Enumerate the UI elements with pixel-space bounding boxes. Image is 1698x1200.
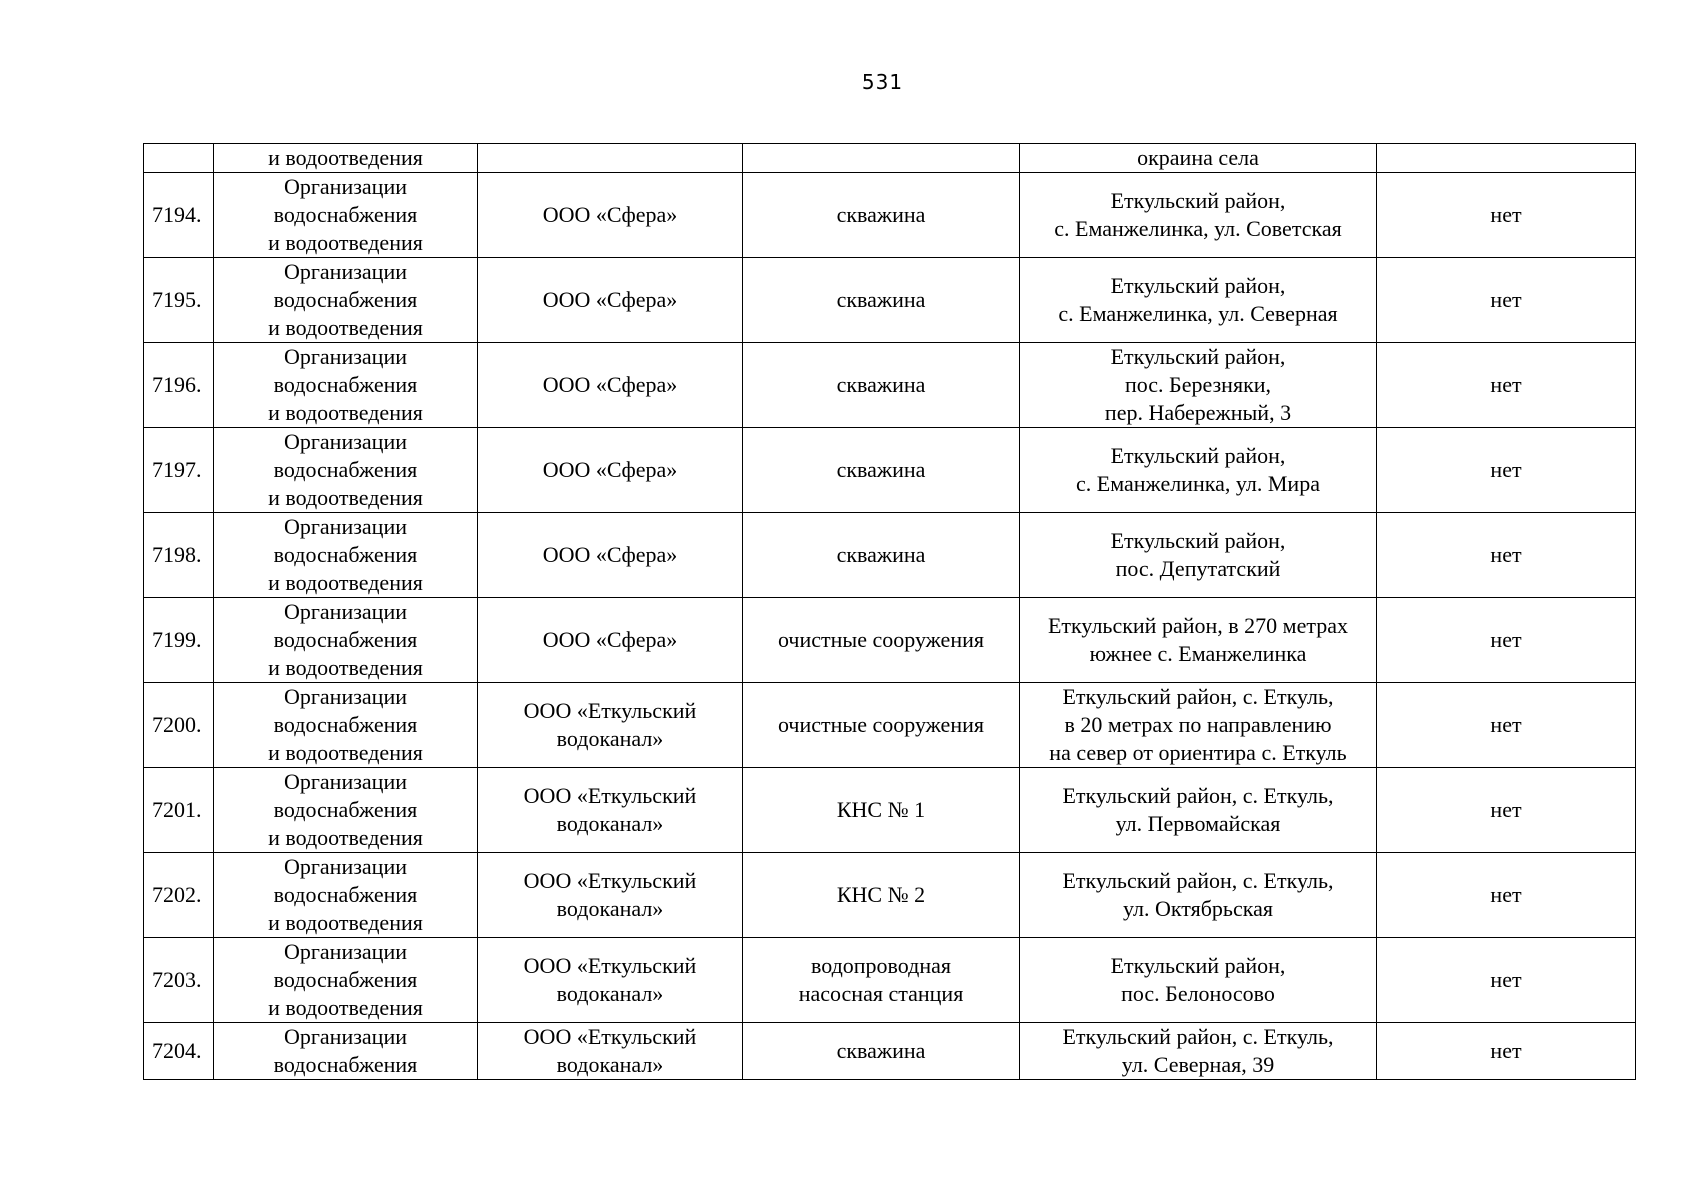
table-row: [144, 768, 1636, 853]
cell-text-line: Еткульский район, в 270 метрах: [1047, 613, 1348, 638]
organization-cell: [478, 513, 743, 598]
cell-text-line: южнее с. Еманжелинка: [1089, 641, 1307, 666]
cell-text-line: скважина: [836, 542, 926, 567]
cell-text-line: нет: [1490, 627, 1522, 652]
cell-text-line: ООО «Еткульский: [523, 698, 697, 723]
cell-text-line: Организации: [284, 259, 407, 284]
cell-text-line: нет: [1490, 457, 1522, 482]
cell-text-line: ул. Октябрьская: [1123, 896, 1273, 921]
cell-text-line: ООО «Еткульский: [523, 868, 697, 893]
organization-cell: [478, 938, 743, 1023]
object-cell: [743, 513, 1020, 598]
note-cell: [1377, 683, 1636, 768]
object-cell: [743, 144, 1020, 173]
row-number-cell: [144, 144, 214, 173]
cell-text-line: и водоотведения: [268, 400, 423, 425]
cell-text-line: в 20 метрах по направлению: [1064, 712, 1332, 737]
object-cell: [743, 853, 1020, 938]
cell-text-line: ул. Первомайская: [1115, 811, 1281, 836]
table-row: [144, 258, 1636, 343]
cell-text-line: водоснабжения: [273, 967, 418, 992]
cell-text-line: скважина: [836, 457, 926, 482]
organization-cell: [478, 428, 743, 513]
cell-text-line: Организации: [284, 854, 407, 879]
cell-text-line: и водоотведения: [268, 145, 423, 170]
note-cell: [1377, 1023, 1636, 1080]
note-cell: [1377, 853, 1636, 938]
address-cell: [1020, 343, 1377, 428]
note-cell: [1377, 513, 1636, 598]
address-cell: [1020, 173, 1377, 258]
note-cell: [1377, 173, 1636, 258]
cell-text-line: с. Еманжелинка, ул. Мира: [1076, 471, 1320, 496]
cell-text-line: водоснабжения: [273, 627, 418, 652]
note-cell: [1377, 258, 1636, 343]
note-cell: [1377, 144, 1636, 173]
table-row: [144, 598, 1636, 683]
address-cell: [1020, 1023, 1377, 1080]
cell-text-line: пос. Березняки,: [1124, 372, 1272, 397]
row-number-cell: 7198.: [144, 513, 214, 598]
org-type-cell: [214, 598, 478, 683]
cell-text-line: Еткульский район,: [1110, 953, 1286, 978]
cell-text-line: и водоотведения: [268, 910, 423, 935]
cell-text-line: ООО «Сфера»: [542, 457, 678, 482]
object-cell: [743, 343, 1020, 428]
cell-text-line: и водоотведения: [268, 825, 423, 850]
cell-text-line: ООО «Сфера»: [542, 372, 678, 397]
cell-text-line: Организации: [284, 1024, 407, 1049]
cell-text-line: Еткульский район,: [1110, 188, 1286, 213]
row-number-cell: 7199.: [144, 598, 214, 683]
cell-text-line: очистные сооружения: [778, 627, 984, 652]
cell-text-line: и водоотведения: [268, 315, 423, 340]
row-number-cell: 7204.: [144, 1023, 214, 1080]
cell-text-line: Еткульский район, с. Еткуль,: [1062, 1024, 1334, 1049]
cell-text-line: водоснабжения: [273, 457, 418, 482]
cell-text-line: скважина: [836, 202, 926, 227]
address-cell: [1020, 853, 1377, 938]
cell-text-line: ООО «Сфера»: [542, 287, 678, 312]
cell-text-line: очистные сооружения: [778, 712, 984, 737]
cell-text-line: водоснабжения: [273, 1052, 418, 1077]
cell-text-line: ООО «Сфера»: [542, 202, 678, 227]
object-cell: [743, 428, 1020, 513]
cell-text-line: водоснабжения: [273, 287, 418, 312]
address-cell: [1020, 768, 1377, 853]
org-type-cell: [214, 343, 478, 428]
organization-cell: [478, 683, 743, 768]
cell-text-line: нет: [1490, 1038, 1522, 1063]
page-number: 531: [861, 70, 904, 94]
address-cell: [1020, 598, 1377, 683]
cell-text-line: и водоотведения: [268, 485, 423, 510]
registry-table-body: [144, 144, 1636, 1080]
row-number-cell: 7196.: [144, 343, 214, 428]
cell-text-line: Еткульский район, с. Еткуль,: [1062, 783, 1334, 808]
organization-cell: [478, 258, 743, 343]
address-cell: [1020, 683, 1377, 768]
address-cell: [1020, 938, 1377, 1023]
address-cell: [1020, 513, 1377, 598]
organization-cell: [478, 144, 743, 173]
address-cell: [1020, 428, 1377, 513]
cell-text-line: скважина: [836, 1038, 926, 1063]
org-type-cell: [214, 683, 478, 768]
row-number-cell: 7200.: [144, 683, 214, 768]
cell-text-line: водоснабжения: [273, 372, 418, 397]
table-row: [144, 144, 1636, 173]
cell-text-line: с. Еманжелинка, ул. Советская: [1054, 216, 1342, 241]
cell-text-line: Еткульский район,: [1110, 528, 1286, 553]
note-cell: [1377, 343, 1636, 428]
cell-text-line: пос. Белоносово: [1121, 981, 1275, 1006]
org-type-cell: [214, 768, 478, 853]
cell-text-line: и водоотведения: [268, 570, 423, 595]
cell-text-line: Организации: [284, 429, 407, 454]
cell-text-line: с. Еманжелинка, ул. Северная: [1058, 301, 1338, 326]
org-type-cell: [214, 428, 478, 513]
object-cell: [743, 938, 1020, 1023]
cell-text-line: КНС № 2: [836, 882, 926, 907]
cell-text-line: нет: [1490, 202, 1522, 227]
cell-text-line: ул. Северная, 39: [1121, 1052, 1275, 1077]
table-row: [144, 428, 1636, 513]
table-row: [144, 513, 1636, 598]
cell-text-line: окраина села: [1137, 145, 1259, 170]
table-row: [144, 1023, 1636, 1080]
cell-text-line: и водоотведения: [268, 740, 423, 765]
object-cell: [743, 258, 1020, 343]
row-number-cell: 7203.: [144, 938, 214, 1023]
cell-text-line: Организации: [284, 599, 407, 624]
cell-text-line: ООО «Сфера»: [542, 627, 678, 652]
organization-cell: [478, 598, 743, 683]
cell-text-line: ООО «Еткульский: [523, 953, 697, 978]
org-type-cell: [214, 853, 478, 938]
cell-text-line: насосная станция: [798, 981, 964, 1006]
cell-text-line: нет: [1490, 712, 1522, 737]
cell-text-line: водоканал»: [556, 981, 664, 1006]
cell-text-line: нет: [1490, 287, 1522, 312]
address-cell: [1020, 258, 1377, 343]
organization-cell: [478, 768, 743, 853]
table-row: [144, 173, 1636, 258]
object-cell: [743, 768, 1020, 853]
cell-text-line: Еткульский район, с. Еткуль,: [1062, 868, 1334, 893]
object-cell: [743, 598, 1020, 683]
cell-text-line: ООО «Еткульский: [523, 1024, 697, 1049]
note-cell: [1377, 768, 1636, 853]
object-cell: [743, 173, 1020, 258]
table-row: [144, 938, 1636, 1023]
cell-text-line: Организации: [284, 939, 407, 964]
cell-text-line: Организации: [284, 344, 407, 369]
row-number-cell: 7197.: [144, 428, 214, 513]
cell-text-line: Организации: [284, 769, 407, 794]
organization-cell: [478, 343, 743, 428]
note-cell: [1377, 598, 1636, 683]
cell-text-line: и водоотведения: [268, 655, 423, 680]
table-row: [144, 683, 1636, 768]
cell-text-line: Организации: [284, 174, 407, 199]
table-row: [144, 853, 1636, 938]
note-cell: [1377, 428, 1636, 513]
cell-text-line: нет: [1490, 542, 1522, 567]
cell-text-line: нет: [1490, 967, 1522, 992]
row-number-cell: 7195.: [144, 258, 214, 343]
cell-text-line: Еткульский район,: [1110, 443, 1286, 468]
cell-text-line: Еткульский район,: [1110, 344, 1286, 369]
cell-text-line: водоснабжения: [273, 797, 418, 822]
row-number-cell: 7201.: [144, 768, 214, 853]
object-cell: [743, 1023, 1020, 1080]
cell-text-line: Организации: [284, 684, 407, 709]
cell-text-line: нет: [1490, 882, 1522, 907]
row-number-cell: 7194.: [144, 173, 214, 258]
organization-cell: [478, 853, 743, 938]
cell-text-line: КНС № 1: [836, 797, 926, 822]
cell-text-line: ООО «Сфера»: [542, 542, 678, 567]
org-type-cell: [214, 173, 478, 258]
cell-text-line: и водоотведения: [268, 230, 423, 255]
cell-text-line: водоснабжения: [273, 542, 418, 567]
cell-text-line: нет: [1490, 372, 1522, 397]
cell-text-line: ООО «Еткульский: [523, 783, 697, 808]
cell-text-line: на север от ориентира с. Еткуль: [1049, 740, 1347, 765]
cell-text-line: Еткульский район,: [1110, 273, 1286, 298]
cell-text-line: и водоотведения: [268, 995, 423, 1020]
organization-cell: [478, 173, 743, 258]
registry-table: [143, 143, 1636, 1080]
cell-text-line: водоканал»: [556, 896, 664, 921]
address-cell: [1020, 144, 1377, 173]
cell-text-line: водоканал»: [556, 1052, 664, 1077]
cell-text-line: пос. Депутатский: [1115, 556, 1281, 581]
table-row: [144, 343, 1636, 428]
cell-text-line: водоканал»: [556, 726, 664, 751]
object-cell: [743, 683, 1020, 768]
cell-text-line: нет: [1490, 797, 1522, 822]
organization-cell: [478, 1023, 743, 1080]
cell-text-line: скважина: [836, 287, 926, 312]
org-type-cell: [214, 144, 478, 173]
org-type-cell: [214, 1023, 478, 1080]
cell-text-line: водоснабжения: [273, 712, 418, 737]
cell-text-line: водоканал»: [556, 811, 664, 836]
cell-text-line: водоснабжения: [273, 882, 418, 907]
org-type-cell: [214, 513, 478, 598]
row-number-cell: 7202.: [144, 853, 214, 938]
org-type-cell: [214, 938, 478, 1023]
note-cell: [1377, 938, 1636, 1023]
cell-text-line: скважина: [836, 372, 926, 397]
org-type-cell: [214, 258, 478, 343]
cell-text-line: водопроводная: [810, 953, 952, 978]
cell-text-line: Еткульский район, с. Еткуль,: [1062, 684, 1334, 709]
cell-text-line: пер. Набережный, 3: [1104, 400, 1292, 425]
cell-text-line: водоснабжения: [273, 202, 418, 227]
cell-text-line: Организации: [284, 514, 407, 539]
